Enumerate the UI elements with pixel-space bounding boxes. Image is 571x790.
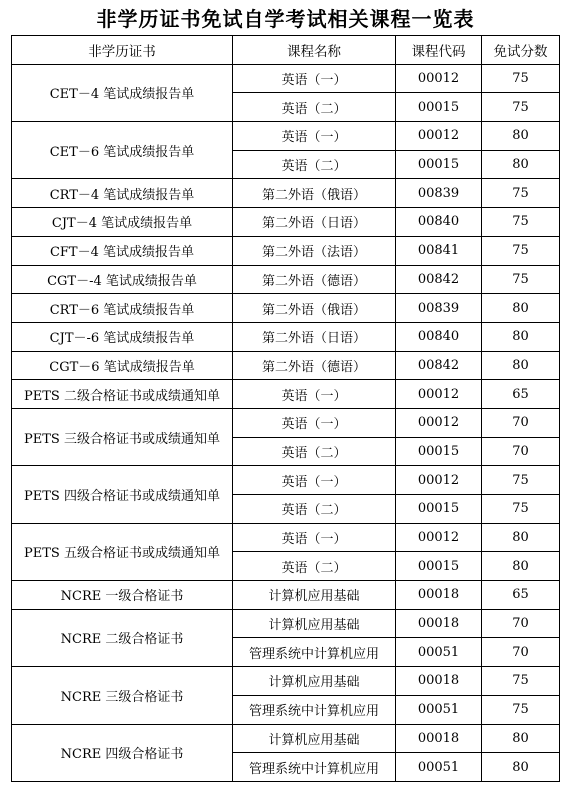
score-cell: 75 <box>482 93 560 122</box>
code-cell: 00015 <box>396 150 482 179</box>
code-cell: 00018 <box>396 724 482 753</box>
table-row <box>12 64 560 93</box>
score-cell: 75 <box>482 466 560 495</box>
score-cell: 80 <box>482 150 560 179</box>
code-cell: 00840 <box>396 322 482 351</box>
code-cell: 00018 <box>396 667 482 696</box>
course-cell: 计算机应用基础 <box>233 724 396 753</box>
course-cell: 英语（一） <box>233 122 396 151</box>
certificate-cell: PETS 四级合格证书或成绩通知单 <box>12 466 233 523</box>
certificate-cell: CFT－4 笔试成绩报告单 <box>12 236 233 265</box>
table-row <box>12 265 560 294</box>
table-row <box>12 609 560 638</box>
code-cell: 00841 <box>396 236 482 265</box>
code-cell: 00012 <box>396 122 482 151</box>
course-cell: 英语（一） <box>233 408 396 437</box>
certificate-cell: CET－6 笔试成绩报告单 <box>12 122 233 179</box>
score-cell: 80 <box>482 322 560 351</box>
course-cell: 第二外语（法语） <box>233 236 396 265</box>
code-cell: 00051 <box>396 695 482 724</box>
course-cell: 英语（二） <box>233 437 396 466</box>
course-cell: 英语（一） <box>233 64 396 93</box>
table-row <box>12 724 560 753</box>
table-title: 非学历证书免试自学考试相关课程一览表 <box>96 7 475 31</box>
course-cell: 计算机应用基础 <box>233 581 396 610</box>
course-cell: 管理系统中计算机应用 <box>233 695 396 724</box>
code-cell: 00018 <box>396 609 482 638</box>
certificate-cell: NCRE 四级合格证书 <box>12 724 233 781</box>
code-cell: 00839 <box>396 294 482 323</box>
score-cell: 80 <box>482 122 560 151</box>
certificate-cell: NCRE 三级合格证书 <box>12 667 233 724</box>
score-cell: 80 <box>482 351 560 380</box>
course-cell: 第二外语（俄语） <box>233 179 396 208</box>
score-cell: 80 <box>482 724 560 753</box>
certificate-cell: NCRE 二级合格证书 <box>12 609 233 666</box>
code-cell: 00018 <box>396 581 482 610</box>
code-cell: 00842 <box>396 265 482 294</box>
table-row <box>12 523 560 552</box>
table-row <box>12 294 560 323</box>
header-row <box>12 36 560 65</box>
code-cell: 00012 <box>396 523 482 552</box>
score-cell: 80 <box>482 523 560 552</box>
course-cell: 英语（二） <box>233 495 396 524</box>
score-cell: 70 <box>482 638 560 667</box>
course-cell: 英语（一） <box>233 466 396 495</box>
code-cell: 00051 <box>396 638 482 667</box>
header-code: 课程代码 <box>396 36 482 65</box>
score-cell: 75 <box>482 179 560 208</box>
exemption-table <box>11 35 560 782</box>
header-certificate: 非学历证书 <box>12 36 233 65</box>
score-cell: 80 <box>482 294 560 323</box>
certificate-cell: PETS 二级合格证书或成绩通知单 <box>12 380 233 409</box>
course-cell: 第二外语（俄语） <box>233 294 396 323</box>
score-cell: 75 <box>482 208 560 237</box>
score-cell: 75 <box>482 265 560 294</box>
code-cell: 00015 <box>396 437 482 466</box>
certificate-cell: PETS 五级合格证书或成绩通知单 <box>12 523 233 580</box>
course-cell: 计算机应用基础 <box>233 667 396 696</box>
table-body <box>12 64 560 781</box>
course-cell: 管理系统中计算机应用 <box>233 753 396 782</box>
certificate-cell: CGT－6 笔试成绩报告单 <box>12 351 233 380</box>
course-cell: 计算机应用基础 <box>233 609 396 638</box>
table-row <box>12 667 560 696</box>
score-cell: 75 <box>482 667 560 696</box>
course-cell: 英语（二） <box>233 150 396 179</box>
table-row <box>12 179 560 208</box>
certificate-cell: CGT－-4 笔试成绩报告单 <box>12 265 233 294</box>
code-cell: 00012 <box>396 64 482 93</box>
certificate-cell: CRT－6 笔试成绩报告单 <box>12 294 233 323</box>
code-cell: 00015 <box>396 93 482 122</box>
course-cell: 英语（一） <box>233 380 396 409</box>
table-row <box>12 322 560 351</box>
course-cell: 英语（一） <box>233 523 396 552</box>
course-cell: 第二外语（日语） <box>233 208 396 237</box>
code-cell: 00012 <box>396 380 482 409</box>
table-row <box>12 122 560 151</box>
course-cell: 第二外语（日语） <box>233 322 396 351</box>
score-cell: 80 <box>482 552 560 581</box>
score-cell: 70 <box>482 609 560 638</box>
score-cell: 70 <box>482 437 560 466</box>
certificate-cell: CET－4 笔试成绩报告单 <box>12 64 233 121</box>
code-cell: 00051 <box>396 753 482 782</box>
score-cell: 75 <box>482 695 560 724</box>
header-course: 课程名称 <box>233 36 396 65</box>
course-cell: 第二外语（德语） <box>233 351 396 380</box>
score-cell: 75 <box>482 64 560 93</box>
code-cell: 00012 <box>396 408 482 437</box>
course-cell: 第二外语（德语） <box>233 265 396 294</box>
table-row <box>12 236 560 265</box>
table-row <box>12 408 560 437</box>
table-row <box>12 208 560 237</box>
score-cell: 65 <box>482 581 560 610</box>
score-cell: 75 <box>482 495 560 524</box>
code-cell: 00015 <box>396 495 482 524</box>
certificate-cell: CJT－-6 笔试成绩报告单 <box>12 322 233 351</box>
header-score: 免试分数 <box>482 36 560 65</box>
certificate-cell: CJT－4 笔试成绩报告单 <box>12 208 233 237</box>
certificate-cell: PETS 三级合格证书或成绩通知单 <box>12 408 233 465</box>
code-cell: 00840 <box>396 208 482 237</box>
table-row <box>12 581 560 610</box>
code-cell: 00015 <box>396 552 482 581</box>
course-cell: 英语（二） <box>233 93 396 122</box>
score-cell: 70 <box>482 408 560 437</box>
course-cell: 管理系统中计算机应用 <box>233 638 396 667</box>
table-row <box>12 351 560 380</box>
score-cell: 75 <box>482 236 560 265</box>
code-cell: 00842 <box>396 351 482 380</box>
code-cell: 00012 <box>396 466 482 495</box>
course-cell: 英语（二） <box>233 552 396 581</box>
table-row <box>12 380 560 409</box>
certificate-cell: CRT－4 笔试成绩报告单 <box>12 179 233 208</box>
certificate-cell: NCRE 一级合格证书 <box>12 581 233 610</box>
score-cell: 80 <box>482 753 560 782</box>
score-cell: 65 <box>482 380 560 409</box>
code-cell: 00839 <box>396 179 482 208</box>
table-row <box>12 466 560 495</box>
